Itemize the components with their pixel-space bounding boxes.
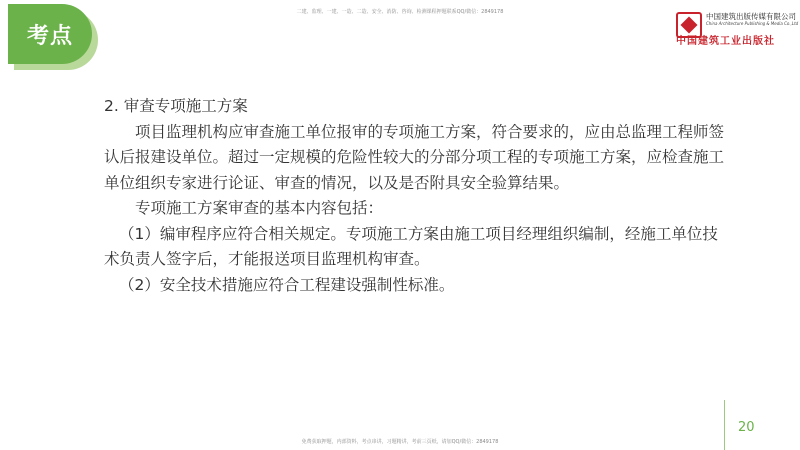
slide-content [104, 94, 724, 298]
publisher-name-en: China Architecture Publishing & Media Co.,Ltd [706, 21, 799, 26]
header-note: 二建、监理、一建、一造、二造、安全、消防、咨询、检测课程押题联系QQ/微信：2849178 [296, 9, 504, 15]
list-item-2: （2）安全技术措施应符合工程建设强制性标准。 [119, 275, 455, 294]
publisher-logo [676, 10, 799, 47]
list-item-1: （1）编审程序应符合相关规定。专项施工方案由施工项目经理组织编制，经施工单位技术负责人签字后，才能报送项目监理机构审查。 [104, 224, 718, 268]
page-number: 20 [738, 420, 755, 435]
paragraph-1: 项目监理机构应审查施工单位报审的专项施工方案，符合要求的，应由总监理工程师签认后报建设单位。超过一定规模的危险性较大的分部分项工程的专项施工方案，应检查施工单位组织专家进行论证、审查的情况，以及是否附具安全验算结果。 [104, 122, 725, 192]
paragraph-2: 专项施工方案审查的基本内容包括： [135, 199, 384, 217]
publisher-name-calligraphy: 中国建筑工业出版社 [676, 36, 775, 47]
footer-note: 免费获取押题，内部资料，考点串讲，习题精讲，考前三页纸，请加QQ/微信：2849178 [301, 439, 499, 445]
publisher-name-cn: 中国建筑出版传媒有限公司 [706, 12, 796, 21]
badge-label: 考点 [8, 4, 92, 64]
section-heading: 2. 审查专项施工方案 [104, 97, 248, 115]
